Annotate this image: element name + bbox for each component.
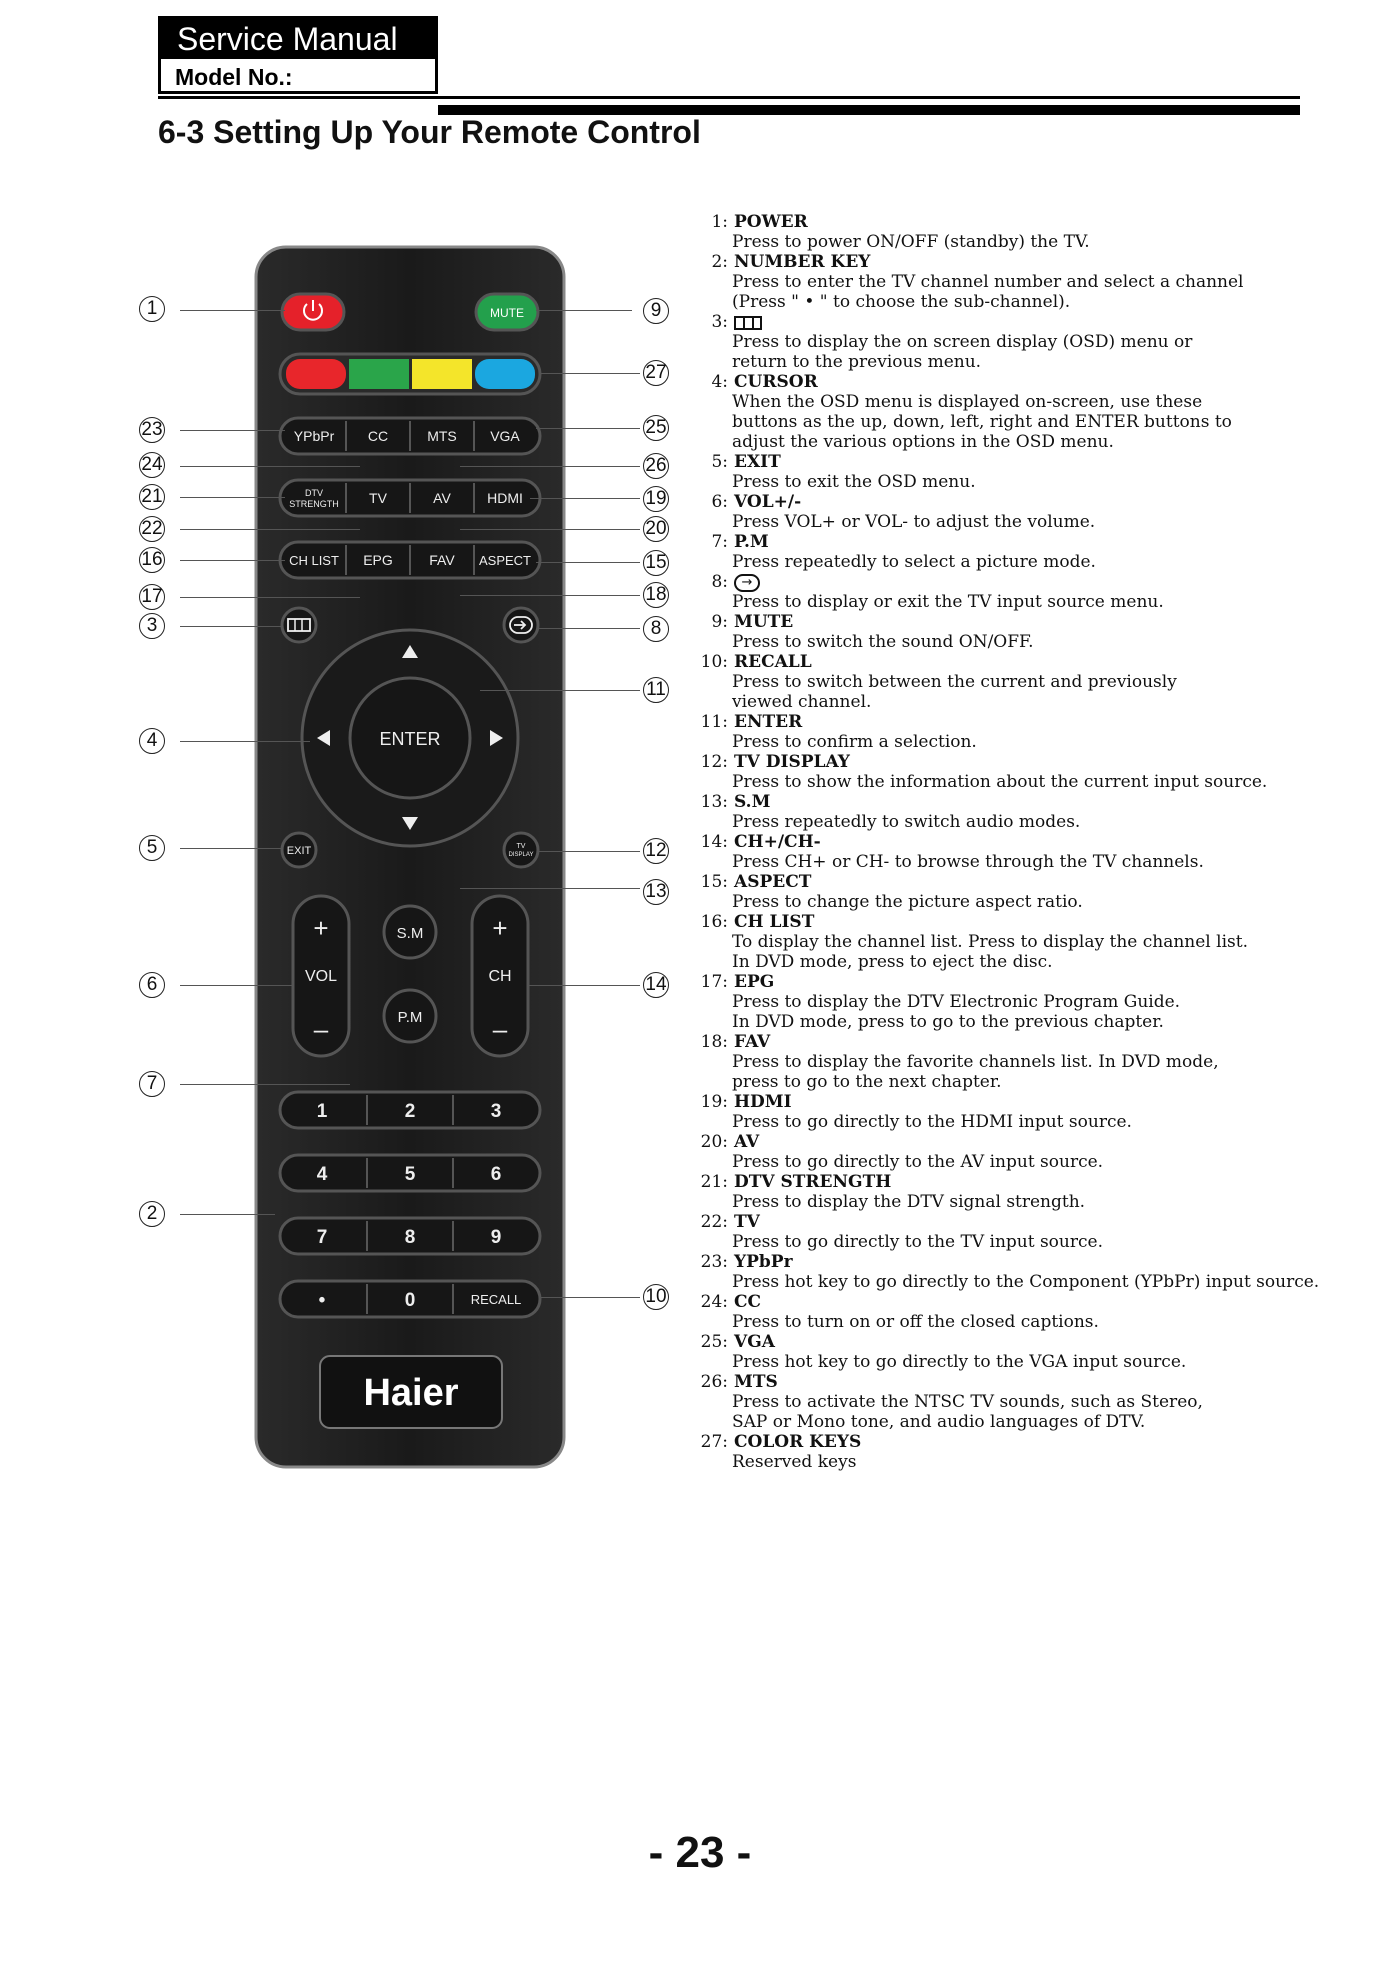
description-heading (692, 212, 1312, 232)
description-text: return to the previous menu. (732, 352, 982, 372)
cursor-pad[interactable] (302, 630, 518, 846)
description-label: FAV (734, 1032, 771, 1052)
callout-12: 12 (643, 838, 669, 864)
description-heading (692, 612, 1312, 632)
description-heading (692, 532, 1312, 552)
leader-20 (460, 529, 640, 530)
description-number: 17: (700, 972, 728, 992)
description-item (692, 1432, 1312, 1472)
description-number: 3: (711, 312, 728, 332)
input-source-icon: → (734, 574, 760, 592)
description-text: Press to power ON/OFF (standby) the TV. (732, 232, 1090, 252)
key-8[interactable]: 8 (404, 1227, 416, 1248)
av-button[interactable]: AV (433, 490, 451, 506)
osd-menu-icon (734, 316, 762, 330)
description-number: 26: (700, 1372, 728, 1392)
description-number: 1: (711, 212, 728, 232)
description-number: 14: (700, 832, 728, 852)
callout-8: 8 (643, 616, 669, 642)
description-number: 2: (711, 252, 728, 272)
leader-9 (536, 310, 632, 311)
ypbpr-button[interactable]: YPbPr (293, 428, 335, 444)
leader-18 (460, 595, 640, 596)
section-title: 6-3 Setting Up Your Remote Control (158, 114, 701, 150)
description-number: 6: (711, 492, 728, 512)
aspect-button[interactable]: ASPECT (478, 553, 532, 568)
description-label: CH+/CH- (734, 832, 821, 852)
description-heading (692, 1172, 1312, 1192)
callout-9: 9 (643, 298, 669, 324)
callout-22: 22 (139, 516, 165, 542)
description-heading (692, 1292, 1312, 1312)
tv-button[interactable]: TV (369, 490, 387, 506)
description-text: Press to display or exit the TV input source menu. (732, 592, 1164, 612)
dtv-strength-button-bottom[interactable]: STRENGTH (289, 499, 339, 509)
description-label: RECALL (734, 652, 812, 672)
description-item (692, 1132, 1312, 1172)
ch-plus[interactable]: + (492, 913, 508, 943)
green-key[interactable] (349, 359, 409, 389)
leader-24 (180, 466, 360, 467)
description-number: 4: (711, 372, 728, 392)
description-text: Press to go directly to the TV input source. (732, 1232, 1103, 1252)
key-0[interactable]: 0 (404, 1290, 416, 1311)
leader-8 (538, 628, 640, 629)
description-number: 16: (700, 912, 728, 932)
tv-display-button[interactable] (504, 833, 538, 867)
vol-plus[interactable]: + (313, 913, 329, 943)
callout-19: 19 (643, 486, 669, 512)
description-text: Press hot key to go directly to the VGA input source. (732, 1352, 1187, 1372)
description-heading (692, 252, 1312, 272)
description-text: Press to change the picture aspect ratio. (732, 892, 1083, 912)
epg-button[interactable]: EPG (363, 552, 393, 568)
callout-7: 7 (139, 1071, 165, 1097)
description-label: MUTE (734, 612, 794, 632)
description-text: Reserved keys (732, 1452, 857, 1472)
description-text: Press to enter the TV channel number and select a channel (732, 272, 1244, 292)
key-dot[interactable]: • (318, 1290, 326, 1311)
brand-logo: Haier (363, 1372, 459, 1414)
description-heading (692, 792, 1312, 812)
description-item (692, 492, 1312, 532)
description-number: 8: (711, 572, 728, 592)
description-item (692, 912, 1312, 972)
pm-button[interactable] (384, 990, 436, 1042)
callout-24: 24 (139, 452, 165, 478)
description-text: buttons as the up, down, left, right and ENTER buttons to (732, 412, 1232, 432)
yellow-key[interactable] (412, 359, 472, 389)
description-item (692, 1092, 1312, 1132)
description-number: 25: (700, 1332, 728, 1352)
callout-10: 10 (643, 1284, 669, 1310)
description-label: TV DISPLAY (734, 752, 850, 772)
callout-26: 26 (643, 453, 669, 479)
description-item (692, 832, 1312, 872)
description-heading (692, 1092, 1312, 1112)
description-label: HDMI (734, 1092, 792, 1112)
description-text: Press VOL+ or VOL- to adjust the volume. (732, 512, 1096, 532)
description-text: (Press " • " to choose the sub-channel). (732, 292, 1071, 312)
callout-20: 20 (643, 516, 669, 542)
description-heading (692, 1252, 1312, 1272)
description-label: EPG (734, 972, 775, 992)
description-text: SAP or Mono tone, and audio languages of DTV. (732, 1412, 1146, 1432)
description-heading (692, 832, 1312, 852)
description-text: press to go to the next chapter. (732, 1072, 1002, 1092)
description-text: In DVD mode, press to eject the disc. (732, 952, 1053, 972)
description-number: 21: (700, 1172, 728, 1192)
key-9[interactable]: 9 (490, 1227, 502, 1248)
description-text: Press repeatedly to switch audio modes. (732, 812, 1081, 832)
source-row-3 (280, 542, 540, 578)
description-text: Press to go directly to the HDMI input source. (732, 1112, 1132, 1132)
cc-button[interactable]: CC (367, 428, 389, 444)
description-text: Press CH+ or CH- to browse through the TV channels. (732, 852, 1204, 872)
ch-list-button[interactable]: CH LIST (289, 553, 339, 568)
description-heading (692, 752, 1312, 772)
tv-display-label-top: TV (516, 843, 526, 850)
description-label: ASPECT (734, 872, 812, 892)
leader-5 (180, 848, 282, 849)
description-label: DTV STRENGTH (734, 1172, 892, 1192)
callout-23: 23 (139, 417, 165, 443)
mute-button[interactable] (476, 294, 538, 330)
leader-23 (180, 430, 285, 431)
vol-minus[interactable]: – (313, 1014, 329, 1044)
mute-label: MUTE (490, 306, 524, 320)
color-keys (280, 354, 540, 394)
sm-button[interactable] (384, 906, 436, 958)
description-item (692, 792, 1312, 832)
leader-10 (540, 1297, 640, 1298)
description-number: 18: (700, 1032, 728, 1052)
description-label: VGA (734, 1332, 775, 1352)
description-item (692, 752, 1312, 792)
description-text: Press hot key to go directly to the Component (YPbPr) input source. (732, 1272, 1320, 1292)
leader-15 (536, 562, 640, 563)
mts-button[interactable]: MTS (427, 428, 457, 444)
description-label: CC (734, 1292, 762, 1312)
description-text: Press to switch the sound ON/OFF. (732, 632, 1034, 652)
leader-2 (180, 1214, 275, 1215)
description-number: 22: (700, 1212, 728, 1232)
callout-21: 21 (139, 484, 165, 510)
leader-21 (180, 497, 285, 498)
description-item (692, 452, 1312, 492)
description-item (692, 532, 1312, 572)
description-item (692, 252, 1312, 312)
description-item (692, 1212, 1312, 1252)
dtv-strength-button-top[interactable]: DTV (305, 488, 323, 498)
callout-18: 18 (643, 582, 669, 608)
description-label: S.M (734, 792, 771, 812)
description-item (692, 1332, 1312, 1372)
leader-12 (538, 851, 640, 852)
ch-label: CH (488, 968, 512, 985)
callout-5: 5 (139, 835, 165, 861)
remote-svg (0, 0, 680, 1500)
leader-13 (460, 888, 640, 889)
callout-14: 14 (643, 972, 669, 998)
callout-17: 17 (139, 584, 165, 610)
key-4[interactable]: 4 (316, 1164, 328, 1185)
description-heading (692, 872, 1312, 892)
description-label: MTS (734, 1372, 778, 1392)
description-text: Press to activate the NTSC TV sounds, such as Stereo, (732, 1392, 1203, 1412)
remote-illustration (0, 0, 680, 1500)
description-label: CURSOR (734, 372, 818, 392)
leader-22 (180, 529, 360, 530)
leader-27 (540, 373, 640, 374)
description-heading (692, 372, 1312, 392)
description-label: EXIT (734, 452, 781, 472)
key-1[interactable]: 1 (316, 1101, 328, 1122)
description-item (692, 1292, 1312, 1332)
callout-6: 6 (139, 972, 165, 998)
description-number: 23: (700, 1252, 728, 1272)
red-key[interactable] (286, 359, 346, 389)
description-item (692, 872, 1312, 912)
ch-rocker[interactable] (472, 896, 528, 1056)
callout-11: 11 (643, 677, 669, 703)
vga-button[interactable]: VGA (490, 428, 520, 444)
leader-1 (180, 310, 285, 311)
description-text: Press to display the favorite channels list. In DVD mode, (732, 1052, 1219, 1072)
description-heading (692, 452, 1312, 472)
source-row-1 (280, 418, 540, 454)
source-row-2 (280, 480, 540, 516)
description-text: Press to display the DTV Electronic Program Guide. (732, 992, 1181, 1012)
leader-19 (530, 498, 640, 499)
menu-button[interactable] (282, 608, 316, 642)
power-button[interactable] (282, 294, 344, 330)
description-item (692, 652, 1312, 712)
leader-4 (180, 741, 310, 742)
leader-26 (460, 466, 640, 467)
description-text: Press to display the DTV signal strength. (732, 1192, 1086, 1212)
description-number: 15: (700, 872, 728, 892)
key-6[interactable]: 6 (490, 1164, 502, 1185)
description-label: NUMBER KEY (734, 252, 871, 272)
description-heading (692, 1212, 1312, 1232)
description-text: Press to exit the OSD menu. (732, 472, 976, 492)
description-text: Press to switch between the current and previously (732, 672, 1177, 692)
recall-button[interactable]: RECALL (470, 1292, 522, 1307)
description-number: 10: (700, 652, 728, 672)
description-text: To display the channel list. Press to display the channel list. (732, 932, 1248, 952)
description-label: AV (734, 1132, 760, 1152)
callout-15: 15 (643, 550, 669, 576)
ch-minus[interactable]: – (492, 1014, 508, 1044)
key-3[interactable]: 3 (490, 1101, 502, 1122)
leader-11 (480, 690, 640, 691)
key-2[interactable]: 2 (404, 1101, 416, 1122)
description-heading (692, 492, 1312, 512)
leader-3 (180, 626, 282, 627)
description-text: Press to confirm a selection. (732, 732, 977, 752)
description-label: CH LIST (734, 912, 815, 932)
description-label: ENTER (734, 712, 803, 732)
leader-14 (528, 985, 640, 986)
exit-button[interactable] (282, 833, 316, 867)
key-5[interactable]: 5 (404, 1164, 416, 1185)
description-number: 13: (700, 792, 728, 812)
description-label: COLOR KEYS (734, 1432, 862, 1452)
sm-label: S.M (396, 925, 424, 942)
blue-key[interactable] (475, 359, 535, 389)
description-item (692, 572, 1312, 612)
vol-rocker[interactable] (293, 896, 349, 1056)
description-text: Press to turn on or off the closed captions. (732, 1312, 1099, 1332)
callout-13: 13 (643, 879, 669, 905)
pm-label: P.M (397, 1009, 423, 1026)
description-heading (692, 572, 1312, 592)
description-item (692, 1252, 1320, 1292)
enter-button[interactable]: ENTER (379, 729, 441, 749)
callout-16: 16 (139, 547, 165, 573)
description-label: P.M (734, 532, 769, 552)
description-number: 7: (711, 532, 728, 552)
description-number: 19: (700, 1092, 728, 1112)
description-item (692, 1172, 1312, 1212)
description-heading (692, 712, 1312, 732)
description-number: 11: (700, 712, 728, 732)
leader-16 (180, 560, 285, 561)
key-7[interactable]: 7 (316, 1227, 328, 1248)
description-text: Press to show the information about the current input source. (732, 772, 1268, 792)
description-item (692, 1372, 1312, 1432)
description-heading (692, 1032, 1312, 1052)
callout-2: 2 (139, 1201, 165, 1227)
description-text: When the OSD menu is displayed on-screen, use these (732, 392, 1203, 412)
description-item (692, 712, 1312, 752)
description-label: TV (734, 1212, 760, 1232)
description-item (692, 212, 1312, 252)
description-item (692, 312, 1312, 372)
description-text: adjust the various options in the OSD menu. (732, 432, 1114, 452)
description-heading (692, 972, 1312, 992)
brand-plate (320, 1356, 502, 1428)
description-heading (692, 1432, 1312, 1452)
description-text: Press to go directly to the AV input source. (732, 1152, 1104, 1172)
description-text: Press to display the on screen display (OSD) menu or (732, 332, 1193, 352)
description-number: 5: (711, 452, 728, 472)
description-number: 20: (700, 1132, 728, 1152)
header-title: Service Manual (161, 19, 435, 59)
description-text: In DVD mode, press to go to the previous chapter. (732, 1012, 1164, 1032)
leader-17 (180, 597, 360, 598)
callout-27: 27 (643, 360, 669, 386)
model-label: Model No.: (175, 64, 293, 90)
description-number: 27: (700, 1432, 728, 1452)
leader-25 (536, 428, 640, 429)
callout-3: 3 (139, 613, 165, 639)
description-label: VOL+/- (734, 492, 802, 512)
description-heading (692, 1132, 1312, 1152)
leader-6 (180, 985, 293, 986)
page-number: - 23 - (648, 1828, 752, 1877)
description-item (692, 372, 1312, 452)
vol-label: VOL (304, 968, 338, 985)
leader-7 (180, 1084, 350, 1085)
description-heading (692, 912, 1312, 932)
description-heading (692, 312, 1312, 332)
tv-display-label-bottom: DISPLAY (508, 852, 534, 858)
description-text: Press repeatedly to select a picture mode. (732, 552, 1096, 572)
description-heading (692, 1372, 1312, 1392)
description-text: viewed channel. (732, 692, 872, 712)
callout-4: 4 (139, 728, 165, 754)
hdmi-button[interactable]: HDMI (487, 490, 523, 506)
description-heading (692, 1332, 1312, 1352)
description-heading (692, 652, 1312, 672)
description-item (692, 1032, 1312, 1092)
button-description-list (692, 212, 1320, 1472)
description-label: POWER (734, 212, 808, 232)
input-source-button[interactable] (504, 608, 538, 642)
callout-25: 25 (643, 415, 669, 441)
description-item (692, 612, 1312, 652)
exit-label: EXIT (286, 845, 312, 857)
description-item (692, 972, 1312, 1032)
description-label: YPbPr (734, 1252, 793, 1272)
description-number: 9: (711, 612, 728, 632)
description-number: 12: (700, 752, 728, 772)
callout-1: 1 (139, 296, 165, 322)
description-number: 24: (700, 1292, 728, 1312)
fav-button[interactable]: FAV (429, 552, 455, 568)
